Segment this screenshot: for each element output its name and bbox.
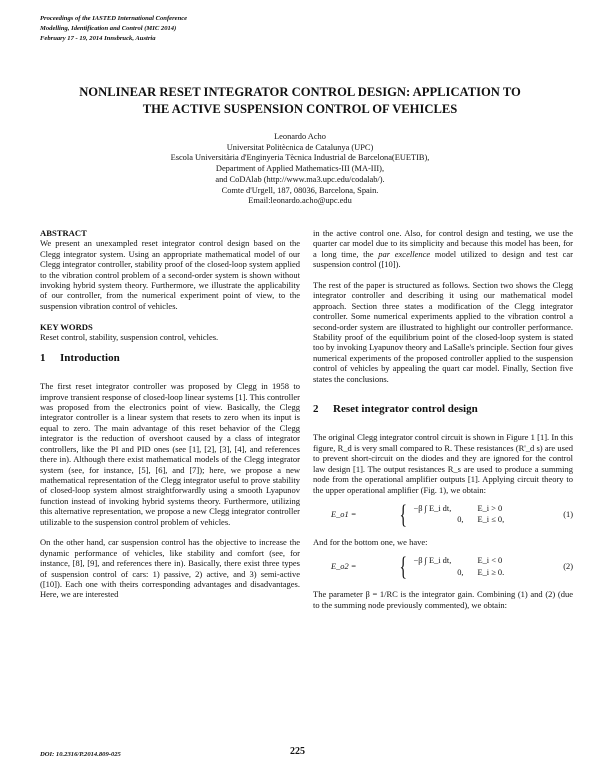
section-2-paragraph-3: The parameter β = 1/RC is the integrator gain. Combining (1) and (2) (due to the summing node previously commented), we obtain: <box>313 589 573 610</box>
section-1-number: 1 <box>40 351 46 364</box>
title-line-2: THE ACTIVE SUSPENSION CONTROL OF VEHICLES <box>142 102 458 116</box>
keywords-heading: KEY WORDS <box>40 321 93 332</box>
equation-1-case-2-cond: E_i ≤ 0, <box>477 515 505 525</box>
equation-1-case-1-expr: −β ∫ E_i dt, <box>413 504 452 514</box>
abstract-heading: ABSTRACT <box>40 228 87 238</box>
section-1-paragraph-2: On the other hand, car suspension control has the objective to increase the dynamic performance of vehicles, like stability and comfort (see, for instance, [8], [9], and references there in). Basically, there exist three types of suspension control of cars: 1) passive, 2) active, and 3) semi-active ([10]). Each one with theirs corresponding advantages and disadvantages. Here, we are interested <box>40 537 300 600</box>
author-affiliation-3: Department of Applied Mathematics-III (MA-III), <box>215 164 385 174</box>
equation-1-number: (1) <box>563 509 573 519</box>
equation-1-cases <box>413 504 547 526</box>
header-line-1: Proceedings of the IASTED International Conference <box>40 15 188 22</box>
author-affiliation-5: Comte d'Urgell, 187, 08036, Barcelona, Spain. <box>221 185 379 195</box>
right-column <box>313 228 573 621</box>
author-affiliation-2: Escola Universitària d'Enginyeria Tècnica Industrial de Barcelona(EUETIB), <box>170 153 430 163</box>
paragraph-3-text-a: in the active control one. Also, for control design and testing, we use the quarter car model due to its simplicity and because this model has been, for a long time, the <box>313 228 573 259</box>
abstract-text: We present an unexampled reset integrator control design based on the Clegg integrator system. Using an appropriate mathematical model of our Clegg integrator controller, stability proof of the closed-loop system applied to the vibration control problem of a second-order system is shown without invoking hybrid system theory. Furthermore, we illustrate the applicability of our controller, from the numerical experiment point of view, to the suspension vibration control of vehicles. <box>40 238 300 311</box>
header-line-3: February 17 - 19, 2014 Innsbruck, Austria <box>40 35 156 42</box>
paragraph-3-text-b: model utilized to design and test car suspension control ([10]). <box>313 248 573 270</box>
equation-1-case-2-expr: 0, <box>457 515 464 525</box>
section-1-title: Introduction <box>60 351 120 364</box>
author-affiliation-4: and CoDAlab (http://www.ma3.upc.edu/codalab/). <box>215 174 385 184</box>
section-1-paragraph-1: The first reset integrator controller was proposed by Clegg in 1958 to improve transient response of closed-loop linear systems [1]. This controller was proposed from the electronics point of view. Basically, the Clegg integrator controller is a linear system that resets to zero when its input is equal to zero. The main advantage of this reset behavior of the Clegg integrator is the reduction of overshoot caused by a class of integrator controllers, like the PI and PID ones (see [1], [2], [3], [4], and references there in). Although there exist mathematical models of the Clegg integrator system (see, for instance, [5], [6], and [7]); here, we propose a new mathematical representation of the Clegg integrator useful to prove stability of closed-loop system almost straightforwardly using a smooth Lyapunov function instead of invoking hybrid systems theory. Furthermore, utilizing this alternative representation, we propose a new Clegg integrator controller utilizable to the suspension control problem of vehicles. <box>40 381 300 527</box>
section-2-title: Reset integrator control design <box>333 403 478 416</box>
paragraph-3-emphasis: par excellence <box>378 248 431 259</box>
section-1-paragraph-3 <box>313 228 573 270</box>
equation-2-cases <box>413 556 547 578</box>
author-affiliation-1: Universitat Politècnica de Catalunya (UPC) <box>226 142 374 152</box>
section-1-heading <box>40 353 300 363</box>
title-line-1: NONLINEAR RESET INTEGRATOR CONTROL DESIGN: APPLICATION TO <box>79 85 521 99</box>
paper-title <box>20 84 580 118</box>
section-1-paragraph-4: The rest of the paper is structured as follows. Section two shows the Clegg integrator controller and describing it using our mathematical model approach. Section three states a modification of the Clegg integrator controller. Some numerical experiments applied to the vibration control a second-order system are illustrated to highlight our controller performance. Stability proof of the equilibrium point of the closed-loop system is stated too by invoking Lyapunov theory and LaSalle's principle. Section four gives numerical experiments of the proposed controller applied to the suspension control of vehicles by appealing the quart car model. Finally, Section five states the conclusions. <box>313 280 573 384</box>
section-2-paragraph-2: And for the bottom one, we have: <box>313 536 428 547</box>
equation-2 <box>313 552 573 582</box>
doi: DOI: 10.2316/P.2014.809-025 <box>40 751 121 758</box>
equation-1-brace: { <box>399 499 407 529</box>
section-2-heading <box>313 404 573 414</box>
equation-2-case-1-expr: −β ∫ E_i dt, <box>413 556 452 566</box>
keywords-text: Reset control, stability, suspension control, vehicles. <box>40 332 219 343</box>
section-2-paragraph-1: The original Clegg integrator control circuit is shown in Figure 1 [1]. In this figure, R_d is very small compared to R. These resistances (R'_d s) are used to prevent short-circuit on the diodes and they are ignored for the control law design [1]. The output resistances R_s are used to produce a summing node from the operational amplifier outputs [1]. Applying circuit theory to the upper operational amplifier (Fig. 1), we obtain: <box>313 432 573 495</box>
equation-2-number: (2) <box>563 562 573 572</box>
section-2-number: 2 <box>313 403 319 416</box>
equation-2-case-1-cond: E_i < 0 <box>477 556 503 566</box>
author-email: Email:leonardo.acho@upc.edu <box>248 196 352 206</box>
author-block <box>120 132 480 207</box>
equation-2-case-2-cond: E_i ≥ 0. <box>477 567 505 577</box>
equation-2-case-2-expr: 0, <box>457 567 464 577</box>
equation-2-lhs: E_o2 = <box>331 562 357 572</box>
author-name: Leonardo Acho <box>274 132 326 141</box>
equation-2-brace: { <box>399 552 407 582</box>
conference-header <box>40 14 340 44</box>
left-column <box>40 228 300 610</box>
header-line-2: Modelling, Identification and Control (MIC 2014) <box>40 25 177 32</box>
equation-1-case-1-cond: E_i > 0 <box>477 504 503 514</box>
page-number: 225 <box>290 746 305 757</box>
equation-1-lhs: E_o1 = <box>331 509 357 519</box>
equation-1 <box>313 499 573 529</box>
